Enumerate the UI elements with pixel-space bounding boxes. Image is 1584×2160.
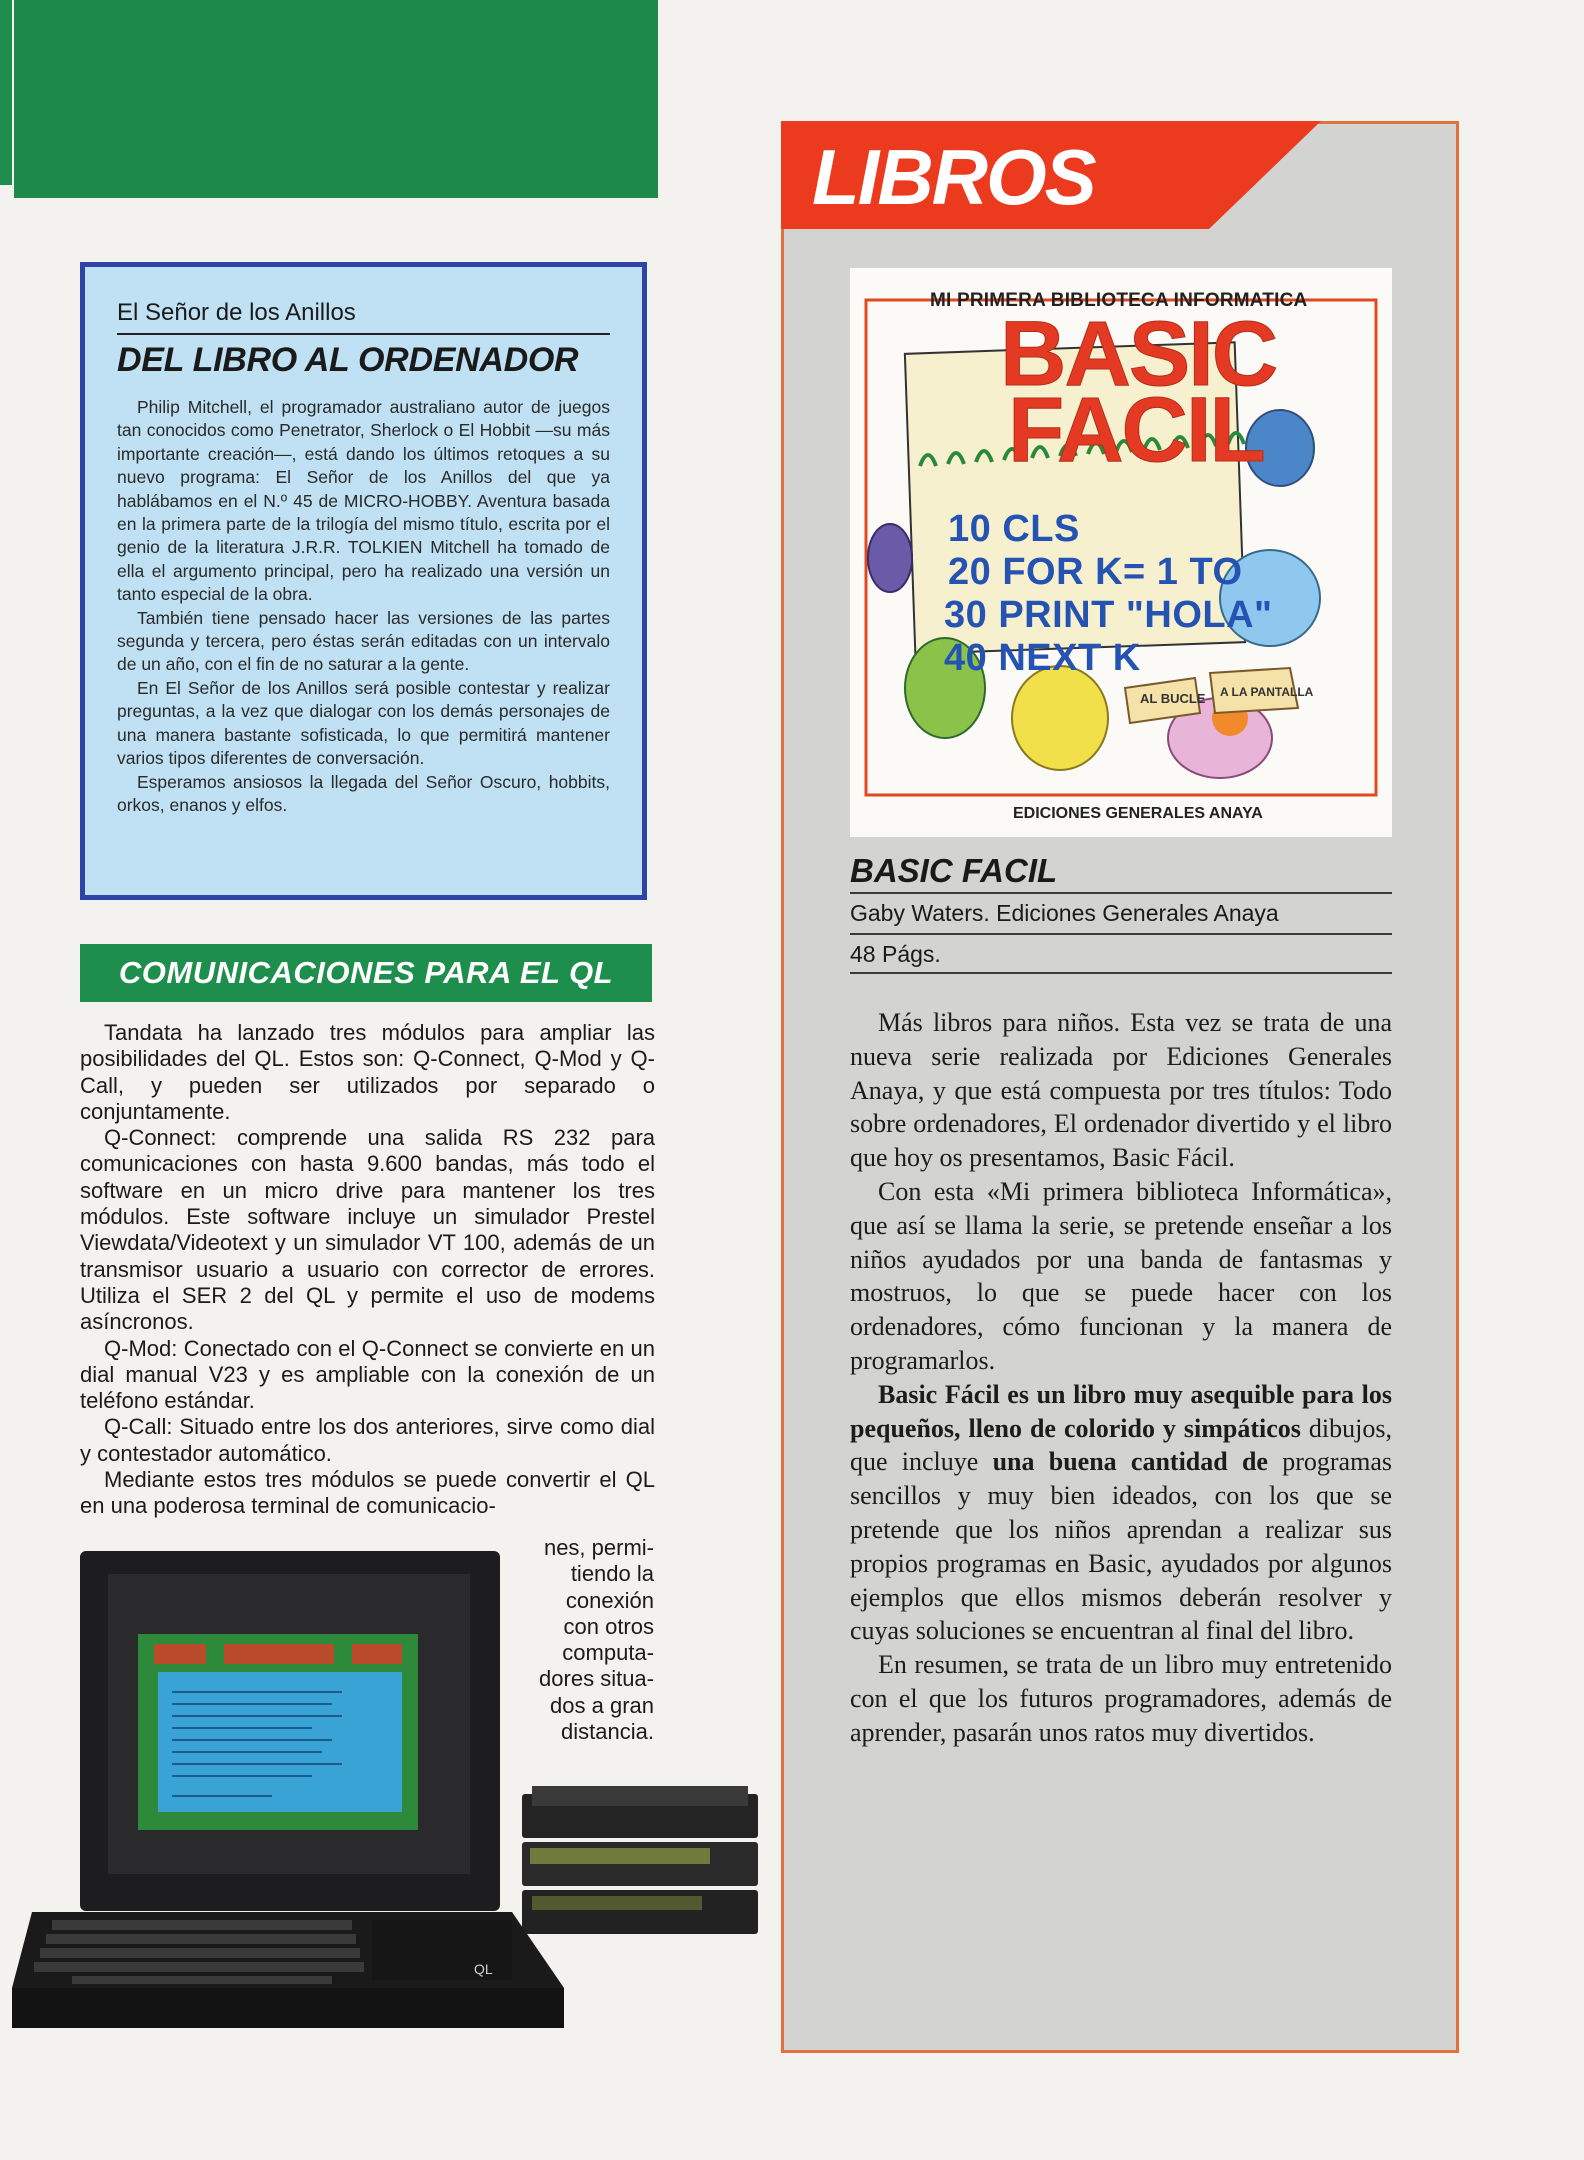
cover-code-line: 40 NEXT K bbox=[944, 637, 1141, 679]
article-paragraph: Philip Mitchell, el programador australiano autor de juegos tan conocidos como Penetrator, Sherlock o El Hobbit —su más importante creación—, está dando los últimos retoques a su nuevo programa: El Señor de los Anillos del que ya hablábamos en el N.º 45 de MICRO-HOBBY. Aventura basada en la primera parte de la trilogía del mismo título, escrita por el genio de la literatura J.R.R. TOLKIEN Mitchell ha tomado de ella el argumento principal, pero ha realizado una versión un tanto especial de la obra. bbox=[117, 397, 610, 605]
divider bbox=[850, 972, 1392, 974]
article-paragraph: Esperamos ansiosos la llegada del Señor Oscuro, hobbits, orkos, enanos y elfos. bbox=[117, 771, 610, 815]
book-cover-title-line1: BASIC bbox=[1000, 303, 1277, 405]
article-body-comunicaciones bbox=[80, 1020, 655, 1520]
sign-right: A LA PANTALLA bbox=[1220, 685, 1314, 699]
book-author: Gaby Waters. Ediciones Generales Anaya bbox=[850, 900, 1279, 926]
article-kicker: El Señor de los Anillos bbox=[117, 299, 356, 326]
article-box-senor-anillos bbox=[80, 262, 647, 900]
wrap-line: distancia. bbox=[561, 1719, 654, 1745]
review-paragraph bbox=[850, 1378, 1392, 1648]
review-paragraph: En resumen, se trata de un libro muy entretenido con el que los futuros programadores, además de aprender, pasarán unos ratos muy divertidos. bbox=[850, 1650, 1392, 1747]
review-paragraph: Con esta «Mi primera biblioteca Informática», que así se llama la serie, se pretende enseñar a los niños ayudados por una banda de fantasmas y mostruos, lo que se puede hacer con los ordenadores, cómo funcionan y la manera de programarlos. bbox=[850, 1176, 1392, 1375]
wrap-line: tiendo la bbox=[570, 1561, 654, 1587]
article-paragraph: Q-Connect: comprende una salida RS 232 para comunicaciones con hasta 9.600 bandas, más todo el software en un micro drive para mantener los tres módulos. Este software incluye un simulador Prestel Viewdata/Videotext y un simulador VT 100, además de un transmisor usuario a usuario con corrector de errores. Utiliza el SER 2 del QL y permite el uso de modems asíncronos. bbox=[80, 1125, 655, 1335]
article-paragraph: También tiene pensado hacer las versiones de las partes segunda y tercera, pero éstas serán editadas con un intervalo de un año, con el fin de no saturar a la gente. bbox=[117, 607, 610, 675]
section-title-libros: LIBROS bbox=[812, 133, 1095, 221]
cover-code-line: 20 FOR K= 1 TO bbox=[948, 551, 1243, 593]
wrap-line: con otros bbox=[563, 1613, 654, 1639]
divider bbox=[850, 933, 1392, 935]
wrap-line: conexión bbox=[565, 1587, 654, 1613]
wrap-line: dores situa- bbox=[539, 1666, 654, 1692]
edge-color-strip bbox=[0, 0, 12, 185]
section-header-block bbox=[14, 0, 658, 198]
sign-left: AL BUCLE bbox=[1140, 691, 1206, 706]
article-paragraph: Mediante estos tres módulos se puede convertir el QL en una poderosa terminal de comunicacio- bbox=[80, 1467, 655, 1519]
wrap-line: nes, permi- bbox=[543, 1535, 654, 1560]
book-review bbox=[850, 1006, 1392, 1750]
book-cover-title-line2: FACIL bbox=[1008, 379, 1264, 481]
wrap-line: computa- bbox=[562, 1640, 654, 1666]
book-series-label: MI PRIMERA BIBLIOTECA INFORMATICA bbox=[930, 290, 1308, 311]
cover-code-line: 10 CLS bbox=[948, 508, 1080, 550]
ql-computer-photo bbox=[12, 1548, 772, 2048]
book-cover-publisher: EDICIONES GENERALES ANAYA bbox=[1013, 805, 1263, 822]
section-title-comunicaciones: COMUNICACIONES PARA EL QL bbox=[80, 944, 652, 1002]
review-text: programas sencillos y muy bien ideados, con los que se pretende que los niños aprendan a realizar sus propios programas en Basic, ayudados por algunos ejemplos que ellos mismos deberán resolver y cuyas soluciones se encuentran al final del libro. bbox=[850, 1447, 1392, 1646]
review-bold: Basic Fácil es un libro muy asequible para los pequeños, lleno de colorido y simpáticos bbox=[850, 1379, 1392, 1443]
book-pages: 48 Págs. bbox=[850, 941, 941, 967]
book-title: BASIC FACIL bbox=[850, 852, 1058, 889]
divider bbox=[850, 892, 1392, 894]
review-bold: una buena cantidad de bbox=[992, 1447, 1268, 1477]
review-text: dibujos, que incluye bbox=[850, 1413, 1392, 1477]
ql-badge: QL bbox=[474, 1961, 493, 1977]
article-paragraph: Q-Call: Situado entre los dos anteriores, sirve como dial y contestador automático. bbox=[80, 1414, 655, 1466]
article-paragraph: Tandata ha lanzado tres módulos para ampliar las posibilidades del QL. Estos son: Q-Connect, Q-Mod y Q-Call, y pueden ser utilizados por separado o conjuntamente. bbox=[80, 1020, 655, 1124]
review-paragraph: Más libros para niños. Esta vez se trata de una nueva serie realizada por Ediciones Generales Anaya, y que está compuesta por tres títulos: Todo sobre ordenadores, El ordenador divertido y el libro que hoy os presentamos, Basic Fácil. bbox=[850, 1008, 1392, 1173]
article-title: DEL LIBRO AL ORDENADOR bbox=[117, 341, 579, 379]
cover-code-line: 30 PRINT "HOLA" bbox=[944, 594, 1273, 636]
divider bbox=[117, 333, 610, 335]
article-paragraph: En El Señor de los Anillos será posible contestar y realizar preguntas, a la vez que dialogar con los demás personajes de una manera bastante sofisticada, lo que permitirá mantener varios tipos diferentes de conversación. bbox=[117, 677, 610, 769]
article-paragraph: Q-Mod: Conectado con el Q-Connect se convierte en un dial manual V23 y es ampliable con la conexión de un teléfono estándar. bbox=[80, 1335, 655, 1414]
wrap-line: dos a gran bbox=[550, 1692, 654, 1718]
